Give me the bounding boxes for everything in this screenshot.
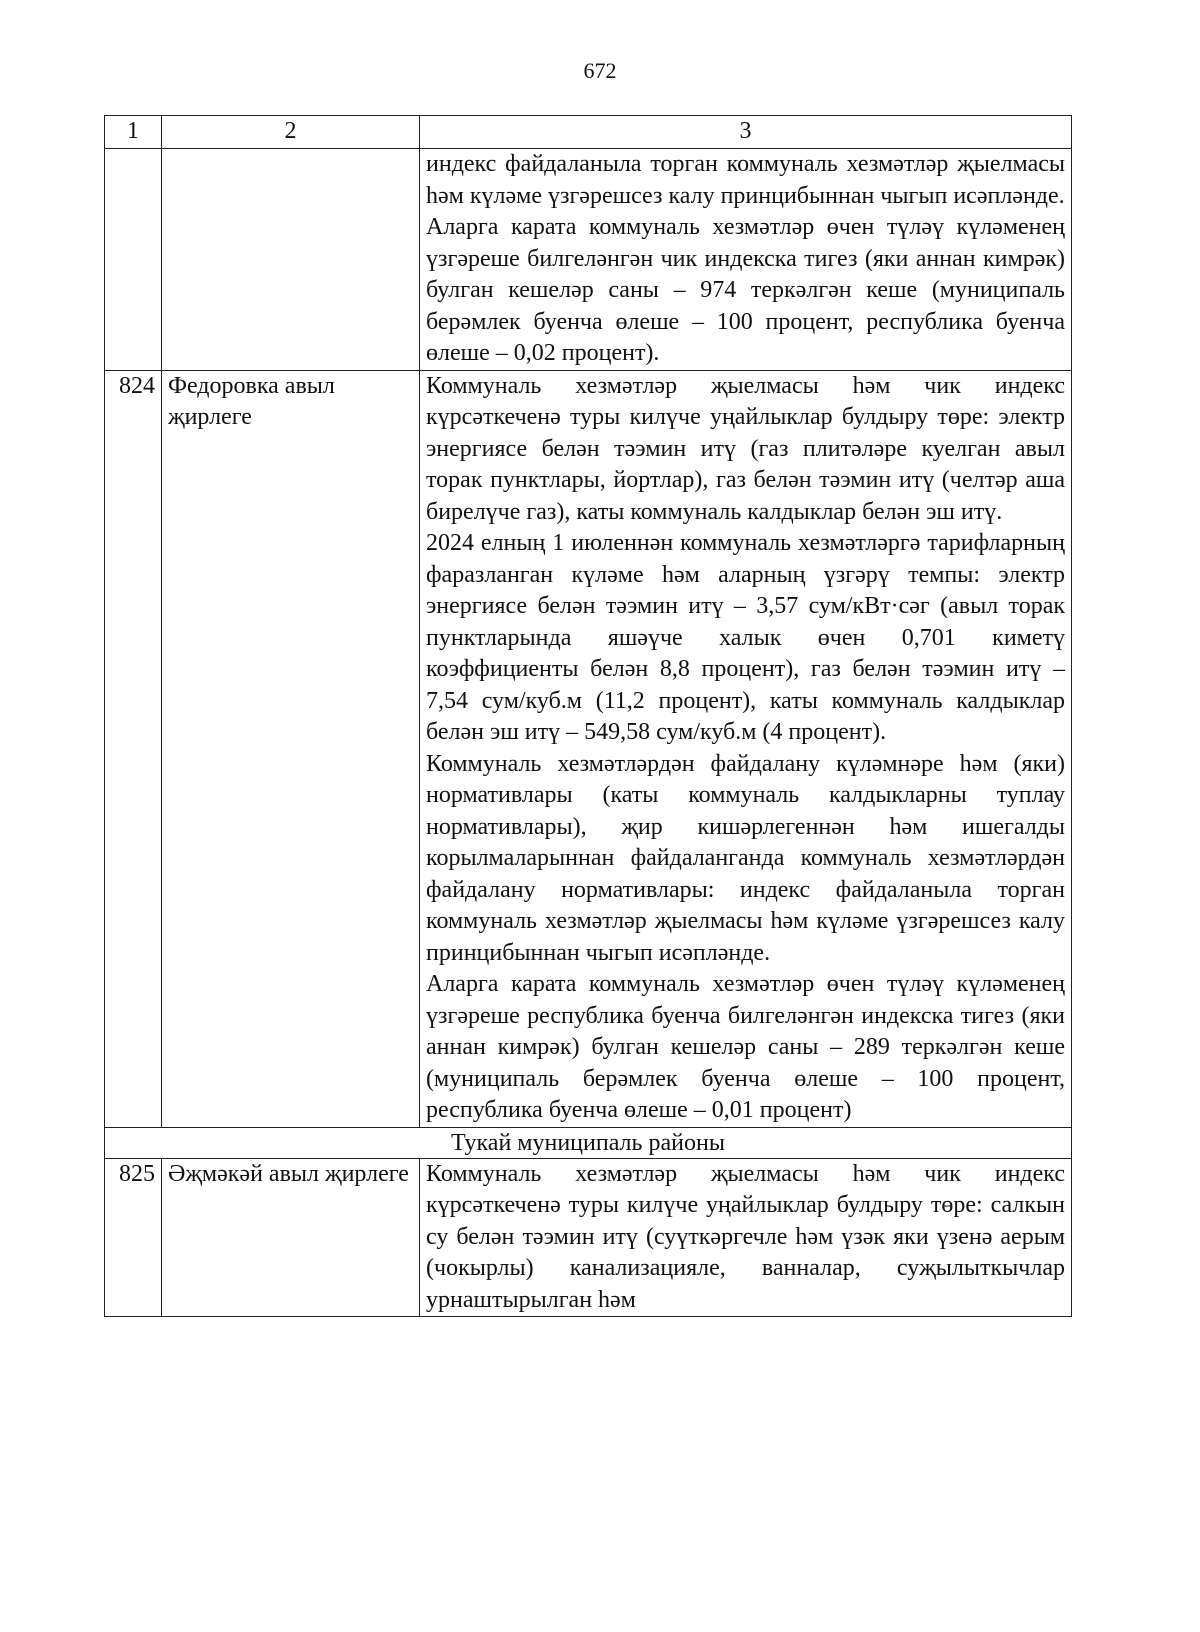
column-header-2: 2: [162, 116, 420, 149]
table-row: [105, 149, 1072, 371]
description-paragraph: Коммуналь хезмәтләрдән файдалану күләмнәре һәм (яки) нормативлары (каты коммуналь калдыкларны туплау нормативлары), җир кишәрлегеннән һәм ишегалды корылмаларыннан файдаланганда коммуналь хезмәтләрдән файдалану нормативлары: индекс файдаланыла торган коммуналь хезмәтләр җыелмасы һәм күләме үзгәрешсез калу принцибыннан чыгып исәпләнде.: [426, 750, 1065, 966]
row-description: [420, 370, 1072, 1127]
municipal-index-table: [104, 115, 1072, 1317]
table-row: [105, 370, 1072, 1127]
table-row: [105, 1158, 1072, 1317]
settlement-name: Әҗмәкәй авыл җирлеге: [162, 1158, 420, 1317]
description-paragraph: Аларга карата коммуналь хезмәтләр өчен түләү күләменең үзгәреше республика буенча билгеләнгән индекска тигез (яки аннан кимрәк) булган кешеләр саны – 289 теркәлгән кеше (муниципаль берәмлек буенча өлеше – 100 процент, республика буенча өлеше – 0,01 процент): [426, 971, 1065, 1123]
description-paragraph: Аларга карата коммуналь хезмәтләр өчен түләү күләменең үзгәреше билгеләнгән чик индекска тигез (яки аннан кимрәк) булган кешеләр саны – 974 теркәлгән кеше (муниципаль берәмлек буенча өлеше – 100 процент, республика буенча өлеше – 0,02 процент).: [426, 214, 1065, 366]
description-paragraph: 2024 елның 1 июленнән коммуналь хезмәтләргә тарифларның фаразланган күләме һәм аларның үзгәрү темпы: электр энергиясе белән тәэмин итү – 3,57 сум/кВт·сәг (авыл торак пунктларында яшәүче халык өчен 0,701 киметү коэффициенты белән 8,8 процент), газ белән тәэмин итү – 7,54 сум/куб.м (11,2 процент), каты коммуналь калдыклар белән эш итү – 549,58 сум/куб.м (4 процент).: [426, 530, 1065, 745]
row-description: [420, 149, 1072, 371]
district-heading: Тукай муниципаль районы: [105, 1127, 1072, 1158]
row-number: [105, 149, 162, 371]
row-description: [420, 1158, 1072, 1317]
column-header-1: 1: [105, 116, 162, 149]
district-heading-row: [105, 1127, 1072, 1158]
page-number: 672: [583, 58, 617, 83]
settlement-name: [162, 149, 420, 371]
table-header-row: [105, 116, 1072, 149]
settlement-name: Федоровка авыл җирлеге: [162, 370, 420, 1127]
description-paragraph: Коммуналь хезмәтләр җыелмасы һәм чик индекс күрсәткеченә туры килүче уңайлыклар булдыру төре: электр энергиясе белән тәэмин итү (газ плитәләре куелган авыл торак пунктлары, йортлар), газ белән тәэмин итү (челтәр аша бирелүче газ), каты коммуналь калдыклар белән эш итү.: [426, 372, 1065, 525]
description-paragraph: индекс файдаланыла торган коммуналь хезмәтләр җыелмасы һәм күләме үзгәрешсез калу принцибыннан чыгып исәпләнде.: [426, 151, 1065, 209]
description-paragraph: Коммуналь хезмәтләр җыелмасы һәм чик индекс күрсәткеченә туры килүче уңайлыклар булдыру төре: салкын су белән тәэмин итү (суүткәргечле һәм үзәк яки үзенә аерым (чокырлы) канализацияле, ванналар, суҗылыткычлар урнаштырылган һәм: [426, 1160, 1065, 1313]
row-number: 824: [105, 370, 162, 1127]
row-number: 825: [105, 1158, 162, 1317]
column-header-3: 3: [420, 116, 1072, 149]
